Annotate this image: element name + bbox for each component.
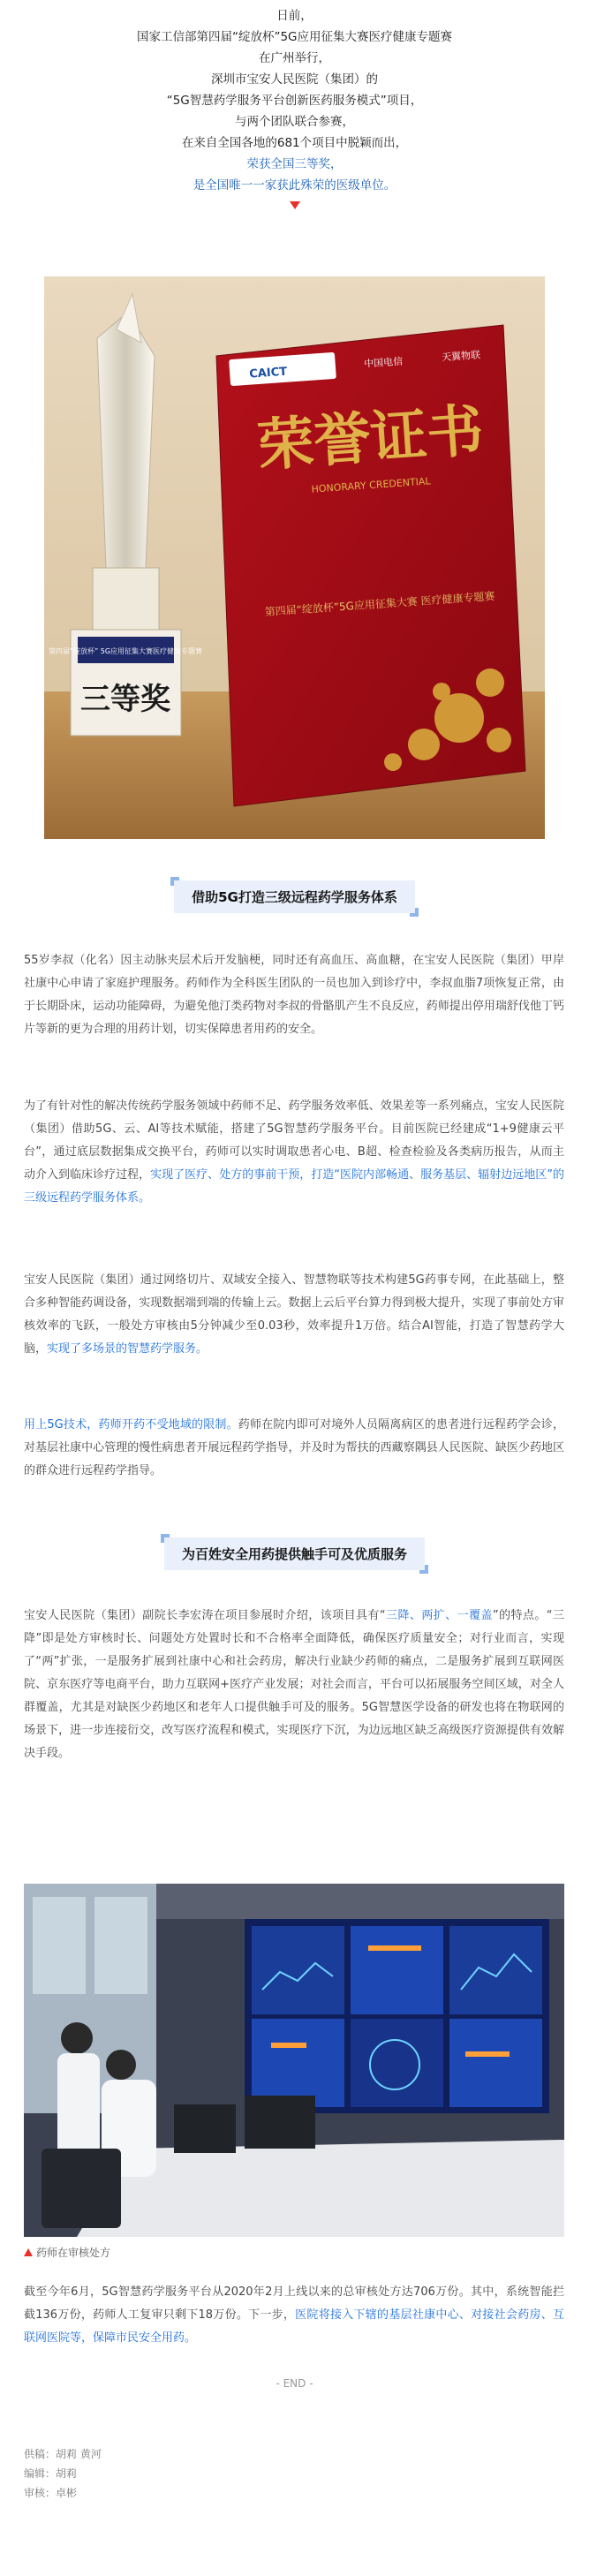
paragraph-6 (24, 2281, 564, 2350)
intro-line: “5G智慧药学服务平台创新医药服务模式”项目， (166, 94, 423, 108)
certificate-subtitle: HONORARY CREDENTIAL (311, 475, 432, 495)
highlight-text: 实现了多场景的智慧药学服务。 (47, 1342, 208, 1356)
intro-line: 与两个团队联合参赛， (235, 115, 354, 129)
highlight-text: 三降、两扩、一覆盖 (385, 1609, 493, 1622)
pharmacist-photo-drawing (24, 1884, 564, 2237)
certificate-logo-telecom: 中国电信 (363, 355, 404, 370)
paragraph-2 (24, 1095, 564, 1210)
intro-block (0, 5, 589, 209)
credits-block (24, 2444, 102, 2503)
down-arrow-icon (290, 201, 300, 209)
trophy-small-text: 第四届“绽放杯” 5G应用征集大赛医疗健康专题赛 (48, 647, 203, 655)
caption-marker-icon (24, 2248, 33, 2256)
award-photo-drawing (44, 276, 545, 839)
paragraph-4 (24, 1414, 564, 1483)
award-photo (44, 276, 545, 839)
highlight-text: 医院将接入下辖的基层社康中心、对接社会药房、互联网医院等，保障市民安全用药。 (24, 2308, 564, 2345)
paragraph-3 (24, 1269, 564, 1361)
trophy-text: 三等奖 (80, 682, 170, 717)
intro-highlight: 荣获全国三等奖， (246, 157, 343, 171)
paragraph-5 (24, 1605, 564, 1765)
intro-line: 在来自全国各地的681个项目中脱颖而出， (181, 136, 408, 150)
highlight-text: 用上5G技术，药师开药不受地域的限制。 (24, 1418, 238, 1432)
highlight-text: 实现了医疗、处方的事前干预，打造“医院内部畅通、服务基层、辐射边远地区”的三级远程药学服务体系。 (24, 1168, 564, 1205)
caption-text: 药师在审核处方 (36, 2247, 111, 2259)
certificate-logo-iot: 天翼物联 (441, 349, 481, 364)
paragraph-text: ”的特点。“三降”即是处方审核时长、问题处方处置时长和不合格率全面降低，确保医疗质量安全；对行业而言，实现了“两”扩张，一是服务扩展到社康中心和社会药房，解决行业缺少药师的痛点，二是服务扩展到互联网医院、京东医疗等电商平台，助力互联网+医疗产业发展；对社会而言，平台可以拓展服务空间区域，对全人群覆盖，尤其是对缺医少药地区和老年人口提供触手可及的服务。5G智慧医学设备的研发也将在物联网的场景下，进一步连接衍交，改写医疗流程和模式，实现医疗下沉，为边远地区缺乏高级医疗资源提供有效解决手段。 (24, 1609, 564, 1760)
intro-line: 日前， (276, 9, 313, 23)
credit-line: 供稿：胡莉 黄河 (24, 2448, 102, 2460)
section-2-title (0, 1537, 589, 1570)
intro-line: 深圳市宝安人民医院（集团）的 (211, 72, 378, 87)
paragraph-1: 55岁李叔（化名）因主动脉夹层术后开发脑梗，同时还有高血压、高血糖，在宝安人民医院（集团）甲岸社康中心申请了家庭护理服务。药师作为全科医生团队的一员也加入到诊疗中，李叔血脂7项恢复正常，由于长期卧床，运动功能障碍，为避免他汀类药物对李叔的骨骼肌产生不良反应，药师提出停用瑞舒伐他丁钙片等新的更为合理的用药计划，切实保障患者用药的安全。 (24, 954, 564, 1036)
photo-caption (24, 2245, 110, 2260)
certificate-title: 荣誉证书 (255, 397, 486, 480)
paragraph-text: 截至今年6月，5G智慧药学服务平台从2020年2月上线以来的总审核处方达706万份。其中，系统智能拦截136万份，药师人工复审只剩下18万份。下一步， (24, 2285, 564, 2322)
intro-line: 国家工信部第四届“绽放杯”5G应用征集大赛医疗健康专题赛 (136, 30, 453, 44)
paragraph-text: 宝安人民医院（集团）通过网络切片、双域安全接入、智慧物联等技术构建5G药事专网，在此基础上，整合多种智能药调设备，实现数据端到端的传输上云。数据上云后平台算力得到极大提升，实现了事前处方审核效率的飞跃，一般处方审核由5分钟减少至0.03秒，效率提升1万倍。结合AI智能，打造了智慧药学大脑， (24, 1273, 564, 1356)
paragraph-text: 为了有针对性的解决传统药学服务领域中药师不足、药学服务效率低、效果差等一系列痛点，宝安人民医院（集团）借助5G、云、AI等技术赋能，搭建了5G智慧药学服务平台。目前医院已经建成“1+9健康云平台”，通过底层数据集成交换平台，药师可以实时调取患者心电、B超、检查检验及各类病历报告，从而主动介入到临床诊疗过程， (24, 1099, 564, 1182)
pharmacist-photo (24, 1884, 564, 2237)
section-title-text: 借助5G打造三级远程药学服务体系 (174, 880, 415, 913)
section-1-title (0, 880, 589, 913)
paragraph-text: 药师在院内即可对境外人员隔离病区的患者进行远程药学会诊，对基层社康中心管理的慢性病患者开展远程药学指导，并及时为帮扶的西藏察隅县人民医院、缺医少药地区的群众进行远程药学指导。 (24, 1418, 564, 1477)
intro-line: 在广州举行， (259, 51, 330, 65)
certificate-logo-caict: CAICT (248, 365, 288, 381)
end-marker: - END - (276, 2377, 313, 2390)
intro-highlight: 是全国唯一一家获此殊荣的医级单位。 (193, 178, 396, 193)
credit-line: 编辑：胡莉 (24, 2467, 78, 2480)
paragraph-text: 宝安人民医院（集团）副院长李宏涛在项目参展时介绍，该项目具有“ (24, 1609, 386, 1622)
credit-line: 审核：卓彬 (24, 2487, 78, 2499)
certificate-body: 第四届“绽放杯”5G应用征集大赛 医疗健康专题赛 (264, 589, 495, 619)
section-title-text: 为百姓安全用药提供触手可及优质服务 (164, 1537, 425, 1570)
